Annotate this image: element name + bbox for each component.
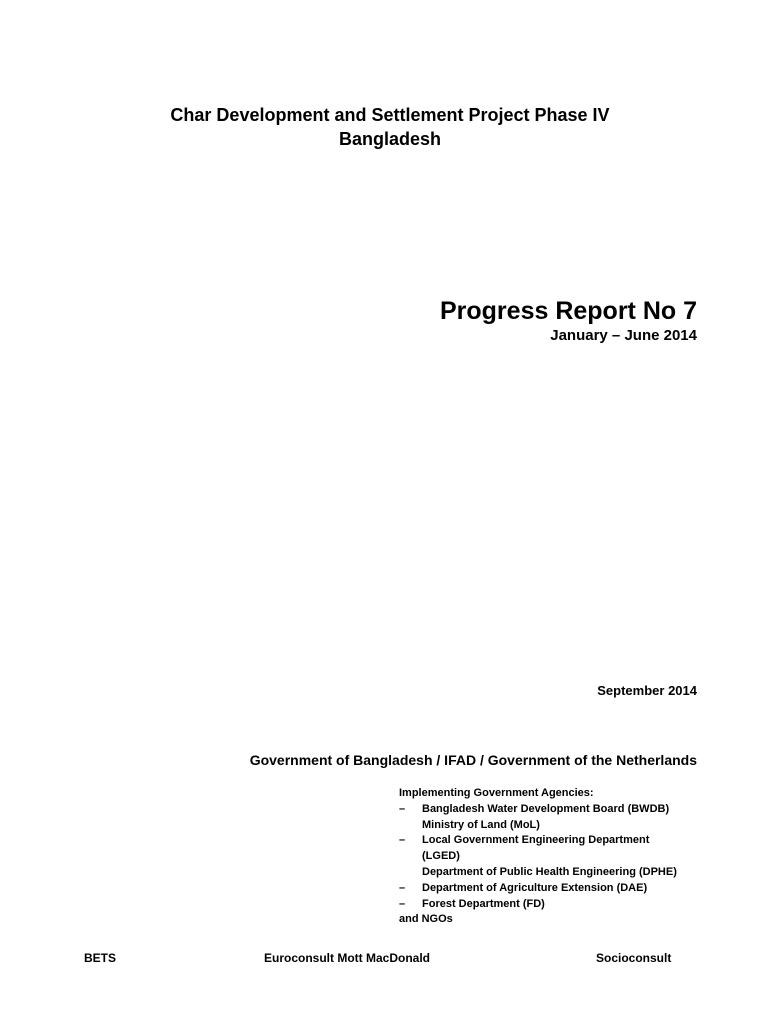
footer-euroconsult: Euroconsult Mott MacDonald [264,951,430,965]
project-title-line-1: Char Development and Settlement Project Phase IV [170,105,610,125]
list-dash: – [399,881,406,894]
agency-sub: Ministry of Land (MoL) [422,818,540,831]
agency-sub: Department of Public Health Engineering (DPHE) [422,865,677,878]
list-dash: – [399,802,406,815]
agency-name: Department of Agriculture Extension (DAE) [422,881,648,894]
report-title: Progress Report No 7 [439,297,697,325]
agency-sub: (LGED) [422,850,460,863]
agency-item-dae [399,881,719,897]
report-date: September 2014 [597,683,697,698]
list-dash: – [399,897,406,910]
project-title-line-2: Bangladesh [338,129,442,149]
agencies-tail: and NGOs [399,913,453,926]
agency-item-lged [399,833,719,880]
report-period: January – June 2014 [550,327,697,344]
implementing-agencies [399,786,719,928]
footer-bets: BETS [84,951,117,965]
funders-line: Government of Bangladesh / IFAD / Government of the Netherlands [249,752,697,768]
agencies-heading: Implementing Government Agencies: [399,787,594,799]
agency-name: Local Government Engineering Department [422,834,650,847]
agency-item-fd [399,897,719,913]
project-title [0,103,770,151]
agency-name: Bangladesh Water Development Board (BWDB) [422,802,670,815]
agency-item-bwdb [399,802,719,834]
agency-name: Forest Department (FD) [422,897,545,910]
list-dash: – [399,834,406,847]
agency-list [399,802,719,913]
footer-socioconsult: Socioconsult [596,951,672,965]
